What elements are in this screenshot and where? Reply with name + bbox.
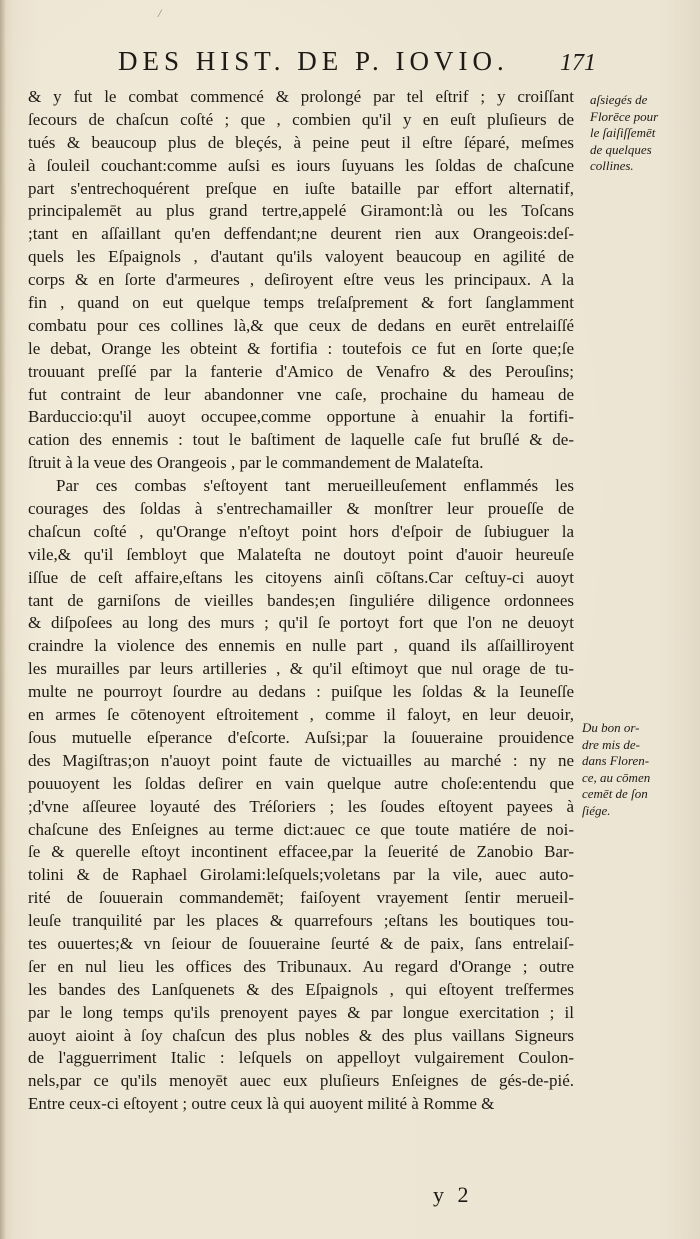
- text-line: combatu pour ces collines là,& que ceux de dedans en eurēt entrelaiſſé: [28, 315, 574, 335]
- text-line: part s'entrechoquérent preſque en iuſte bataille par effort alternatif,: [28, 178, 574, 198]
- text-line: cation des ennemis : tout le baſtiment de laquelle caſe fut bruſlé & de-: [28, 430, 574, 450]
- text-line: chaſcun coſté , qu'Orange n'eſtoyt point hors d'eſpoir de ſubiuguer la: [28, 521, 574, 541]
- text-line: rité de ſouuerain commandemēt; faiſoyent vrayement ſentir merueil-: [28, 888, 574, 908]
- text-line: courages des ſoldas à s'entrechamailler & monſtrer leur proueſſe de: [28, 499, 574, 519]
- text-line: les murailles par leurs artilleries , & qu'il eſtimoyt que nul orage de tu-: [28, 659, 574, 679]
- text-line: tués & beaucoup plus de bleçés, à peine peut il eſtre ſéparé, meſmes: [28, 132, 574, 152]
- text-line: les bandes des Lanſquenets & des Eſpaignols , qui eſtoyent treſfermes: [28, 979, 574, 999]
- text-line: ſe & querelle eſtoyt incontinent effacee,par la ſeuerité de Zanobio Bar-: [28, 842, 574, 862]
- text-line: auoyt aioint à ſoy chaſcun des plus nobles & des plus vaillans Signeurs: [28, 1025, 574, 1045]
- text-line: vile,& qu'il ſembloyt que Malateſta ne doutoyt point d'auoir heureuſe: [28, 544, 574, 564]
- text-line: tolini & de Raphael Girolami:leſquels;voletans par la vile, auec auto-: [28, 865, 574, 885]
- text-line: ſer en nul lieu les offices des Tribunaux. Au regard d'Orange ; outre: [28, 956, 574, 976]
- text-line: principalemēt au plus grand tertre,appelé Giramont:là ou les Toſcans: [28, 201, 574, 221]
- margin-note-line: ce, au cōmen: [582, 769, 651, 785]
- text-line: & y fut le combat commencé & prolongé par tel eſtrif ; y croiſſant: [28, 87, 574, 106]
- margin-note-line: dans Floren-: [582, 753, 650, 768]
- text-line: ſous mutuelle eſperance d'eſcorte. Auſsi;par la ſouueraine prouidence: [28, 727, 574, 747]
- signature-mark: y 2: [433, 1182, 473, 1207]
- text-line: pouuoyent les ſoldas deſirer en vain quelque autre choſe:entendu que: [28, 773, 574, 793]
- margin-note-order: [582, 720, 650, 819]
- text-line: quels les Eſpaignols , d'autant qu'ils valoyent beaucoup en agilité de: [28, 247, 574, 267]
- text-line: trouuant preſſé par la fanterie d'Amico de Venafro & des Perouſins;: [28, 361, 574, 381]
- margin-note-line: collines.: [590, 158, 634, 173]
- running-head: DES HIST. DE P. IOVIO.: [118, 46, 509, 76]
- margin-note-siege: [590, 92, 658, 175]
- text-line: ;d'vne aſſeuree loyauté des Tréſoriers ; les ſoudes eſtoyent payees à: [28, 796, 574, 816]
- page-tick-mark: /: [158, 6, 162, 20]
- text-line: le debat, Orange les obteint & fortifia : toutefois ce fut en ſorte que;ſe: [28, 338, 574, 358]
- text-line: ;tant en aſſaillant qu'en deffendant;ne deurent rien aux Orangeois:deſ-: [28, 224, 574, 244]
- text-line: iſſue de ceſt affaire,eſtans les citoyens ainſi cōſtans.Car ceſtuy-ci auoyt: [28, 567, 574, 587]
- margin-note-line: Du bon or-: [582, 720, 640, 735]
- text-line: tant de garniſons de vieilles bandes;en ſinguliére diligence ordonnees: [28, 590, 574, 610]
- text-line: fut contraint de leur abandonner vne caſe, prochaine du hameau de: [28, 384, 574, 404]
- text-line: ſecours de chaſcun coſté ; que , combien qu'il y en euſt pluſieurs de: [28, 109, 574, 129]
- margin-note-line: le ſaiſiſſemēt: [590, 125, 656, 140]
- margin-note-line: cemēt de ſon: [582, 786, 648, 801]
- text-line: Barduccio:qu'il auoyt occupee,comme opportune à enuahir la fortifi-: [28, 407, 574, 427]
- text-line: chaſcune des Enſeignes au terme dict:auec ce que toute matiére de noi-: [28, 819, 574, 839]
- margin-note-line: aſsiegés de: [590, 92, 648, 107]
- text-line: en armes ſe cōtenoyent eſtroitement , comme il faloyt, en leur deuoir,: [28, 705, 574, 725]
- text-line: par le long temps qu'ils prenoyent payes & par longue exercitation ; il: [28, 1002, 574, 1022]
- text-line: des Magiſtras;on n'auoyt point faute de victuailles au marché : ny ne: [28, 750, 574, 770]
- text-line: tes ouuertes;& vn ſeiour de ſouueraine ſeurté & de paix, ſans entrelaiſ-: [28, 933, 574, 953]
- margin-note-line: de quelques: [590, 141, 652, 157]
- text-line: Entre ceux-ci eſtoyent ; outre ceux là qui auoyent milité à Romme &: [28, 1094, 495, 1114]
- margin-note-line: Florēce pour: [590, 108, 659, 124]
- page-number: 171: [560, 50, 596, 76]
- text-line: craindre la violence des ennemis en nulle part , quand ils aſſailliroyent: [28, 636, 574, 656]
- text-line: & diſpoſees au long des murs ; qu'il ſe portoyt fort que l'on ne deuoyt: [28, 613, 574, 633]
- margin-note-line: ſiége.: [582, 802, 611, 818]
- body-text: [28, 86, 574, 1116]
- text-line: Par ces combas s'eſtoyent tant merueilleuſement enflammés les: [56, 476, 574, 496]
- text-line: de l'agguerriment Italic : leſquels on appelloyt vulgairement Coulon-: [28, 1048, 574, 1068]
- text-line: leuſe tranquilité par les places & quarrefours ;eſtans les boutiques tou-: [28, 911, 574, 931]
- text-line: corps & en ſorte d'armeures , deſiroyent eſtre veus les principaux. A la: [28, 270, 574, 290]
- margin-note-line: dre mis de-: [582, 736, 641, 752]
- text-line: fin , quand on eut quelque temps treſaſprement & fort ſanglamment: [28, 293, 574, 313]
- page-gutter-shadow: [0, 0, 6, 1239]
- text-line: ſtruit à la veue des Orangeois , par le commandement de Malateſta.: [28, 453, 484, 473]
- text-line: multe ne pourroyt ſourdre au dedans : puiſque les ſoldas & la Ieuneſſe: [28, 682, 574, 702]
- text-line: nels,par ce qu'ils menoyēt auec eux pluſieurs Enſeignes de gés-de-pié.: [28, 1071, 574, 1091]
- text-line: à ſouleil couchant:comme auſsi es iours ſuyuans les ſoldas de chaſcune: [28, 155, 574, 175]
